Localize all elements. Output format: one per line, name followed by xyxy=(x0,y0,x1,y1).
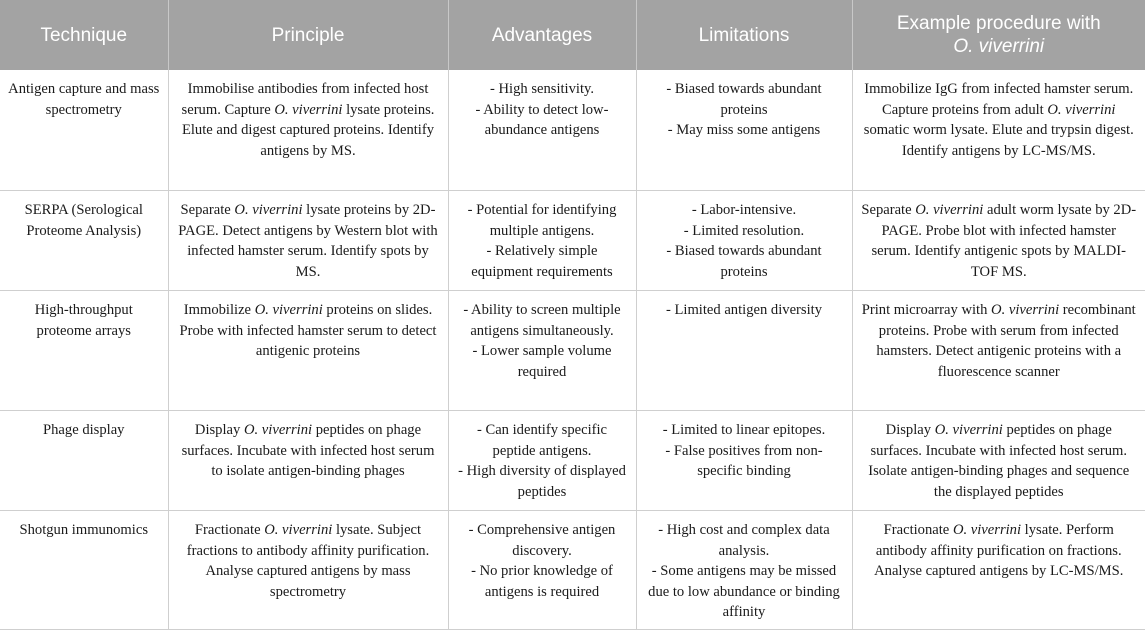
table-body xyxy=(0,70,1145,629)
header-advantages: Advantages xyxy=(448,0,636,70)
cell-advantages xyxy=(448,511,636,630)
species-name: O. viverrini xyxy=(915,202,984,218)
header-row xyxy=(0,0,1145,70)
limitation-item: - Limited resolution. xyxy=(683,222,805,239)
limitation-item: - Labor-intensive. xyxy=(691,202,797,218)
species-name: O. viverrini xyxy=(243,422,313,438)
cell-advantages xyxy=(448,191,636,291)
header-example-line1: Example procedure with xyxy=(896,13,1101,34)
limitation-item: - Limited to linear epitopes. xyxy=(662,422,826,438)
cell-example: Immobilize IgG from infected hamster serum. Capture proteins from adult O. viverrini somatic worm lysate. Elute and trypsin digest. Identify antigens by LC-MS/MS. xyxy=(852,70,1145,191)
advantage-item: - Can identify specific peptide antigens. xyxy=(476,422,608,459)
advantage-item: - Ability to screen multiple antigens simultaneously. xyxy=(463,302,621,339)
cell-technique: Phage display xyxy=(0,411,168,511)
cell-limitations xyxy=(636,70,852,191)
cell-example: Fractionate O. viverrini lysate. Perform antibody affinity purification on fractions. Analyse captured antigens by LC-MS/MS. xyxy=(852,511,1145,630)
cell-limitations xyxy=(636,411,852,511)
species-name: O. viverrini xyxy=(254,302,323,318)
species-name: O. viverrini xyxy=(934,422,1003,438)
limitation-item: - False positives from non-specific binding xyxy=(665,442,823,480)
advantage-item: - High diversity of displayed peptides xyxy=(458,463,626,500)
limitation-item: - May miss some antigens xyxy=(667,122,821,139)
cell-principle: Separate O. viverrini lysate proteins by 2D-PAGE. Detect antigens by Western blot with infected hamster serum. Identify spots by MS. xyxy=(168,191,448,291)
cell-principle: Immobilize O. viverrini proteins on slides. Probe with infected hamster serum to detect antigenic proteins xyxy=(168,291,448,411)
header-limitations: Limitations xyxy=(636,0,852,70)
advantage-item: - Potential for identifying multiple antigens. xyxy=(467,202,617,239)
advantage-item: - Comprehensive antigen discovery. xyxy=(468,522,616,559)
limitation-item: - High cost and complex data analysis. xyxy=(658,522,830,559)
advantage-item: - No prior knowledge of antigens is required xyxy=(471,563,613,600)
table-row xyxy=(0,70,1145,191)
cell-principle: Fractionate O. viverrini lysate. Subject fractions to antibody affinity purification. Analyse captured antigens by mass spectrometry xyxy=(168,511,448,630)
species-name: O. viverrini xyxy=(274,101,343,118)
table-row xyxy=(0,291,1145,411)
limitation-item: - Limited antigen diversity xyxy=(665,302,823,318)
cell-limitations xyxy=(636,291,852,411)
header-principle: Principle xyxy=(168,0,448,70)
cell-example: Separate O. viverrini adult worm lysate by 2D-PAGE. Probe blot with infected hamster serum. Identify antigenic spots by MALDI-TOF MS. xyxy=(852,191,1145,291)
header-technique: Technique xyxy=(0,0,168,70)
cell-principle: Display O. viverrini peptides on phage surfaces. Incubate with infected host serum to isolate antigen-binding phages xyxy=(168,411,448,511)
cell-technique: Antigen capture and mass spectrometry xyxy=(0,70,168,191)
species-name: O. viverrini xyxy=(1047,101,1116,118)
species-name: O. viverrini xyxy=(991,302,1060,318)
cell-advantages xyxy=(448,70,636,191)
species-name: O. viverrini xyxy=(952,522,1022,538)
species-name: O. viverrini xyxy=(264,522,333,538)
cell-limitations xyxy=(636,191,852,291)
table-row xyxy=(0,191,1145,291)
cell-example: Display O. viverrini peptides on phage surfaces. Incubate with infected host serum. Isolate antigen-binding phages and sequence the displayed peptides xyxy=(852,411,1145,511)
header-example xyxy=(852,0,1145,70)
advantage-item: - Ability to detect low-abundance antigens xyxy=(475,101,609,139)
cell-technique: Shotgun immunomics xyxy=(0,511,168,630)
table-header xyxy=(0,0,1145,70)
cell-technique: SERPA (Serological Proteome Analysis) xyxy=(0,191,168,291)
cell-advantages xyxy=(448,411,636,511)
cell-example: Print microarray with O. viverrini recombinant proteins. Probe with serum from infected hamsters. Detect antigenic proteins with a fluorescence scanner xyxy=(852,291,1145,411)
cell-principle: Immobilise antibodies from infected host serum. Capture O. viverrini lysate proteins. Elute and digest captured proteins. Identify antigens by MS. xyxy=(168,70,448,191)
cell-advantages xyxy=(448,291,636,411)
advantage-item: - High sensitivity. xyxy=(489,81,595,97)
species-name: O. viverrini xyxy=(234,202,303,218)
header-example-line2: O. viverrini xyxy=(953,36,1045,57)
cell-technique: High-throughput proteome arrays xyxy=(0,291,168,411)
advantage-item: - Lower sample volume required xyxy=(472,343,612,380)
limitation-item: - Some antigens may be missed due to low abundance or binding affinity xyxy=(648,563,840,621)
limitation-item: - Biased towards abundant proteins xyxy=(666,81,822,118)
cell-limitations xyxy=(636,511,852,630)
limitation-item: - Biased towards abundant proteins xyxy=(666,243,822,280)
advantage-item: - Relatively simple equipment requirements xyxy=(471,243,613,280)
table-row xyxy=(0,511,1145,630)
table-row xyxy=(0,411,1145,511)
